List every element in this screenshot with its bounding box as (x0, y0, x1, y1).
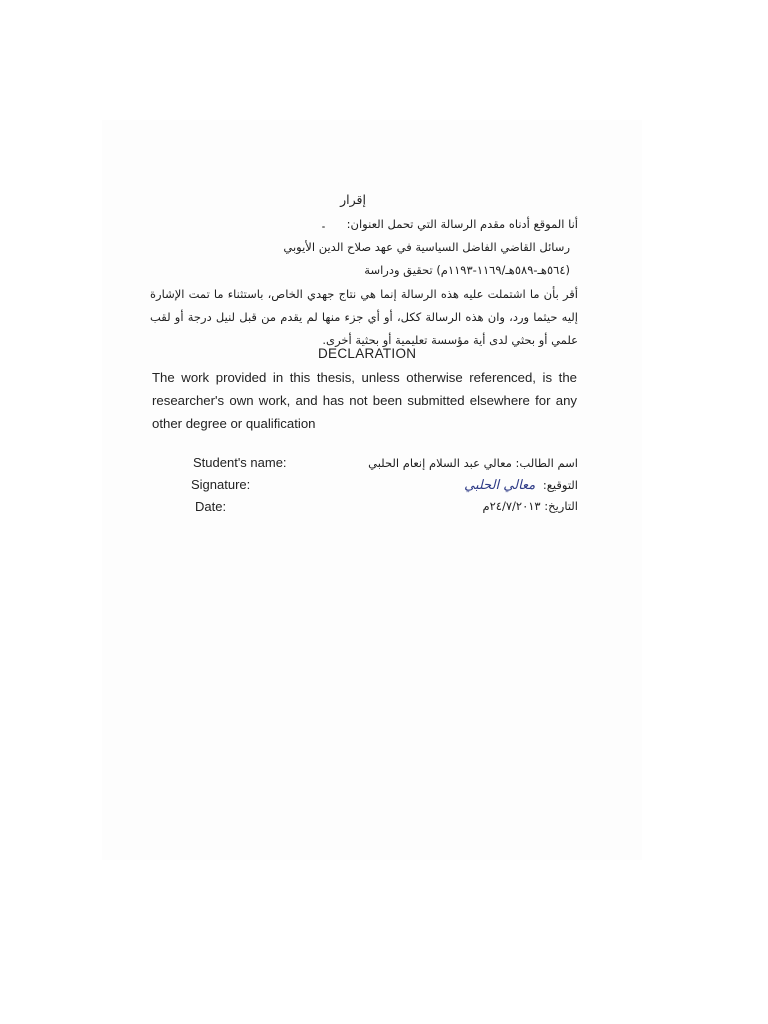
student-name-label: Student's name: (193, 455, 287, 470)
signature-arabic-row (464, 478, 578, 493)
student-name-arabic: اسم الطالب: معالي عبد السلام إنعام الحلبي (368, 456, 578, 470)
declaration-heading: DECLARATION (318, 346, 417, 361)
signature-label-arabic: التوقيع: (542, 478, 578, 492)
date-label: Date: (195, 499, 227, 514)
arabic-declaration-paragraph: أقر بأن ما اشتملت عليه هذه الرسالة إنما هي نتاج جهدي الخاص، باستثناء ما تمت الإشارة إليه حيثما ورد، وان هذه الرسالة ككل، أو أي جزء منها لم يقدم من قبل لنيل درجة أو لقب علمي أو بحثي لدى أية مؤسسة تعليمية أو بحثية أخرى. (150, 287, 578, 347)
arabic-heading: إقرار (340, 192, 366, 207)
thesis-title-line-1: رسائل القاضي الفاضل السياسية في عهد صلاح الدين الأيوبي (283, 240, 570, 254)
thesis-title-line-2: (٥٦٤هـ-٥٨٩هـ/١١٦٩-١١٩٣م) تحقيق ودراسة (364, 263, 570, 277)
arabic-intro-line: أنا الموقع أدناه مقدم الرسالة التي تحمل العنوان: (346, 217, 578, 231)
handwritten-signature: معالي الحلبي (464, 478, 536, 493)
scan-speck (322, 226, 325, 228)
date-arabic: التاريخ: ٢٤/٧/٢٠١٣م (482, 499, 578, 513)
english-declaration-paragraph: The work provided in this thesis, unless otherwise referenced, is the researcher's own work, and has not been submitted elsewhere for any other degree or qualification (152, 370, 577, 431)
signature-label: Signature: (191, 477, 251, 492)
